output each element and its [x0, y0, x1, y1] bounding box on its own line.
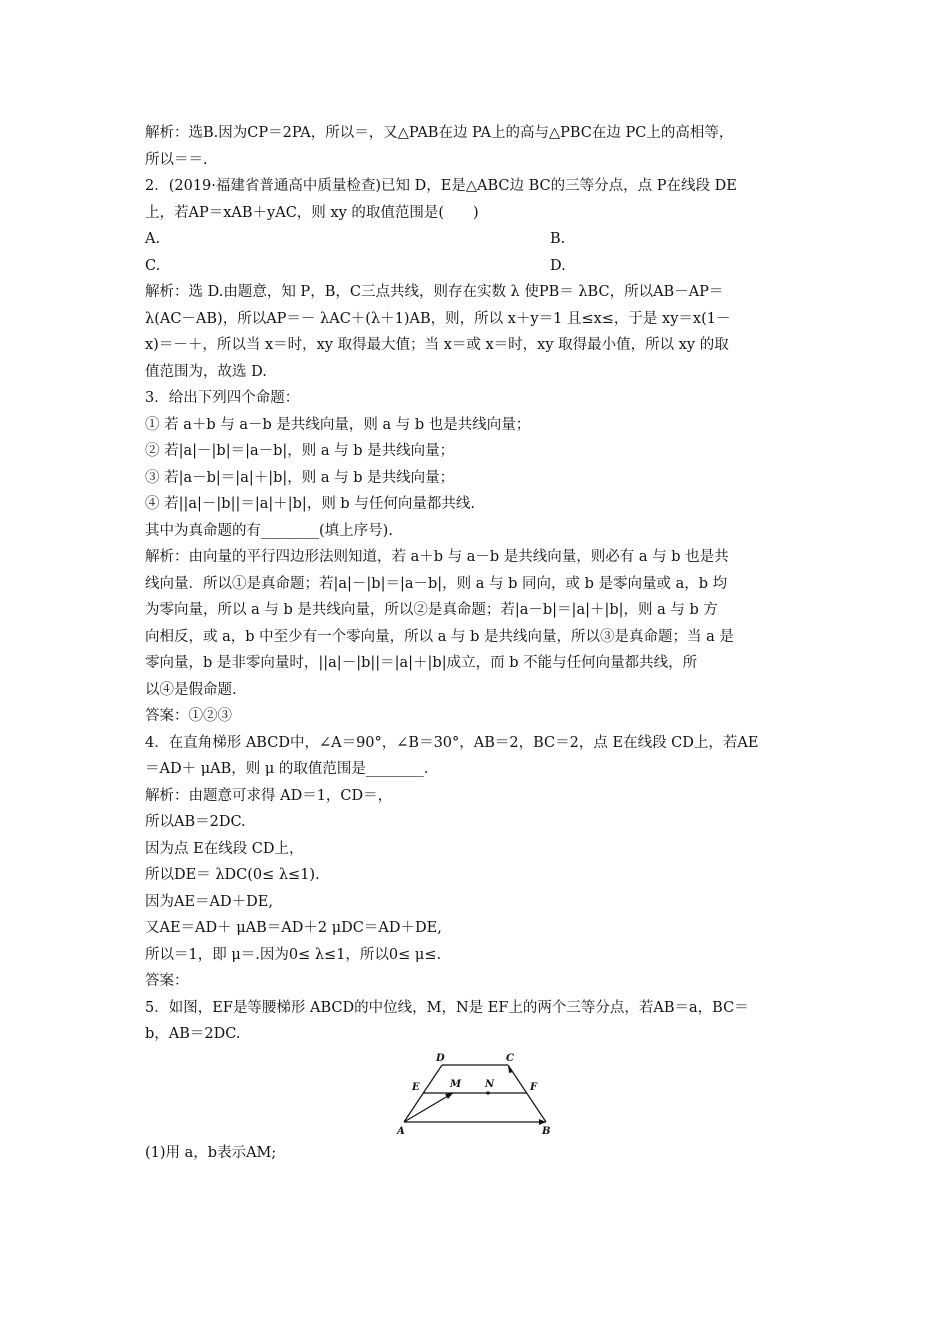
option-b: B. — [550, 231, 566, 247]
text-line: 3．给出下列四个命题： — [145, 390, 300, 406]
label-m: M — [450, 1078, 462, 1090]
label-d: D — [436, 1052, 445, 1064]
text-line: 又AE＝AD＋ μAB＝AD＋2 μDC＝AD＋DE, — [145, 920, 442, 936]
text-line: 5．如图，EF是等腰梯形 ABCD的中位线，M，N是 EF上的两个三等分点，若AB＝a，BC＝ — [145, 999, 749, 1016]
text-line: 所以＝1，即 μ＝.因为0≤ λ≤1，所以0≤ μ≤. — [145, 946, 442, 963]
vector-am — [404, 1093, 453, 1122]
trapezoid-figure — [145, 1050, 810, 1140]
text-line: 以④是假命题. — [145, 681, 237, 698]
text-line: (1)用 a，b表示AM; — [145, 1144, 277, 1161]
text-line: 所以DE＝ λDC(0≤ λ≤1). — [145, 867, 320, 883]
text-line: 所以AB＝2DC. — [145, 814, 246, 830]
label-f: F — [530, 1081, 538, 1093]
text-line: ＝AD＋ μAB，则 μ 的取值范围是________. — [145, 761, 429, 777]
arrow-head-am — [445, 1093, 453, 1099]
text-line: 因为点 E在线段 CD上， — [145, 840, 304, 857]
document-page — [145, 120, 810, 1166]
text-line: 解析：由题意可求得 AD＝1，CD＝， — [145, 787, 393, 804]
label-c: C — [506, 1052, 514, 1064]
text-line: λ(AC－AB)，所以AP＝－ λAC＋(λ＋1)AB，则，所以 x＋y＝1 且≤x≤，于是 xy＝x(1－ — [145, 310, 731, 327]
text-line: ② 若|a|－|b|＝|a－b|，则 a 与 b 是共线向量； — [145, 443, 455, 459]
text-line: ① 若 a＋b 与 a－b 是共线向量，则 a 与 b 也是共线向量； — [145, 416, 531, 433]
arrow-head-bc — [508, 1065, 513, 1073]
text-line: 解析：选B.因为CP＝2PA，所以＝，又△PAB在边 PA上的高与△PBC在边 PC上的高相等， — [145, 125, 734, 141]
text-line: 答案：①②③ — [145, 708, 232, 724]
text-line: 所以＝＝. — [145, 151, 208, 168]
options-row — [145, 253, 810, 280]
text-line: 线向量．所以①是真命题；若|a|－|b|＝|a－b|，则 a 与 b 同向，或 b 是零向量或 a，b 均 — [145, 575, 728, 592]
text-line: 解析：由向量的平行四边形法则知道，若 a＋b 与 a－b 是共线向量，则必有 a 与 b 也是共 — [145, 549, 729, 565]
text-line: 上，若AP＝xAB＋yAC，则 xy 的取值范围是( ) — [145, 204, 479, 221]
text-line: ④ 若||a|－|b||＝|a|＋|b|，则 b 与任何向量都共线. — [145, 496, 475, 512]
point-n — [486, 1091, 489, 1094]
label-e: E — [412, 1081, 420, 1093]
text-line: 解析：选 D.由题意，知 P，B，C三点共线，则存在实数 λ 使PB＝ λBC，所以AB－AP＝ — [145, 284, 724, 300]
options-row — [145, 226, 810, 253]
trapezoid-diagram — [390, 1050, 560, 1136]
option-a: A. — [145, 231, 161, 247]
text-line: 2．(2019·福建省普通高中质量检查)已知 D，E是△ABC边 BC的三等分点，点 P在线段 DE — [145, 178, 737, 194]
label-n: N — [485, 1078, 495, 1090]
text-line: 4．在直角梯形 ABCD中，∠A＝90°，∠B＝30°，AB＝2，BC＝2，点 E在线段 CD上，若AE — [145, 734, 759, 751]
text-line: 向相反，或 a，b 中至少有一个零向量，所以 a 与 b 是共线向量，所以③是真命题；当 a 是 — [145, 628, 734, 645]
text-line: 为零向量，所以 a 与 b 是共线向量，所以②是真命题；若|a－b|＝|a|＋|b|，则 a 与 b 方 — [145, 602, 718, 618]
text-line: 因为AE＝AD＋DE, — [145, 893, 273, 910]
text-line: 零向量，b 是非零向量时，||a|－|b||＝|a|＋|b|成立，而 b 不能与任何向量都共线，所 — [145, 655, 698, 671]
text-line: b，AB＝2DC. — [145, 1026, 241, 1042]
option-d: D. — [550, 257, 566, 274]
text-line: 值范围为，故选 D. — [145, 363, 267, 380]
text-line: x)＝－＋，所以当 x＝时，xy 取得最大值；当 x＝或 x＝时，xy 取得最小值，所以 xy 的取 — [145, 337, 729, 353]
label-a: A — [397, 1125, 405, 1136]
label-b: B — [542, 1125, 551, 1136]
text-line: 其中为真命题的有________(填上序号). — [145, 522, 393, 539]
text-line: ③ 若|a－b|＝|a|＋|b|，则 a 与 b 是共线向量； — [145, 469, 455, 486]
option-c: C. — [145, 257, 161, 274]
text-line: 答案： — [145, 973, 189, 989]
